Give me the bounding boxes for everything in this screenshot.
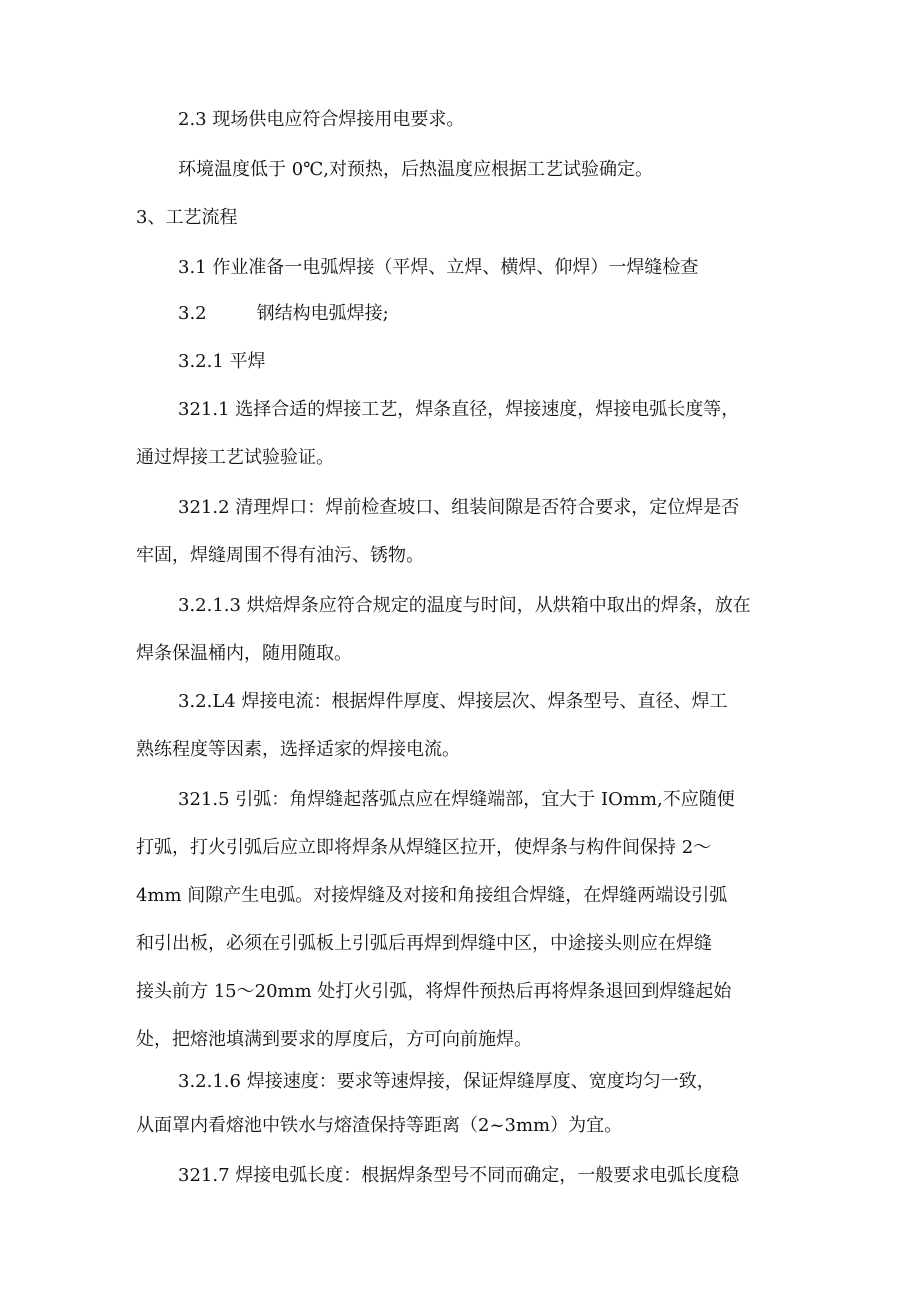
- section-3-2-1: 3.2.1 平焊: [178, 351, 266, 372]
- para-3-2-1-6-line1: 3.2.1.6 焊接速度：要求等速焊接，保证焊缝厚度、宽度均匀一致，: [178, 1071, 715, 1092]
- para-3-2-1-7-line1: 321.7 焊接电弧长度：根据焊条型号不同而确定，一般要求电弧长度稳: [178, 1165, 740, 1186]
- paragraph-temperature: 环境温度低于 0℃,对预热，后热温度应根据工艺试验确定。: [178, 159, 654, 180]
- section-2-3: 2.3 现场供电应符合焊接用电要求。: [178, 109, 465, 130]
- section-3-2-number: 3.2: [178, 303, 207, 324]
- para-3-2-1-5-line3: 4mm 间隙产生电弧。对接焊缝及对接和角接组合焊缝，在焊缝两端设引弧: [136, 885, 728, 906]
- para-3-2-1-3-line2: 焊条保温桶内，随用随取。: [136, 643, 352, 664]
- para-3-2-1-5-line4: 和引出板，必须在引弧板上引弧后再焊到焊缝中区，中途接头则应在焊缝: [136, 933, 712, 954]
- para-3-2-1-5-line1: 321.5 引弧：角焊缝起落弧点应在焊缝端部，宜大于 IOmm,不应随便: [178, 789, 735, 810]
- para-3-2-1-3-line1: 3.2.1.3 烘焙焊条应符合规定的温度与时间，从烘箱中取出的焊条，放在: [178, 595, 751, 616]
- section-3-1: 3.1 作业准备一电弧焊接（平焊、立焊、横焊、仰焊）一焊缝检查: [178, 257, 699, 278]
- para-3-2-1-1-line2: 通过焊接工艺试验验证。: [136, 447, 334, 468]
- para-3-2-1-1-line1: 321.1 选择合适的焊接工艺，焊条直径，焊接速度，焊接电弧长度等，: [178, 399, 740, 420]
- para-3-2-1-2-line2: 牢固，焊缝周围不得有油污、锈物。: [136, 545, 424, 566]
- heading-process-flow: 3、工艺流程: [136, 207, 238, 228]
- para-3-2-1-4-line1: 3.2.L4 焊接电流：根据焊件厚度、焊接层次、焊条型号、直径、焊工: [178, 691, 728, 712]
- para-3-2-1-6-line2: 从面罩内看熔池中铁水与熔渣保持等距离（2~3mm）为宜。: [136, 1115, 623, 1136]
- section-3-2: [178, 302, 389, 326]
- para-3-2-1-5-line2: 打弧，打火引弧后应立即将焊条从焊缝区拉开，使焊条与构件间保持 2～: [136, 837, 712, 858]
- para-3-2-1-5-line5: 接头前方 15～20mm 处打火引弧，将焊件预热后再将焊条退回到焊缝起始: [136, 981, 732, 1002]
- para-3-2-1-2-line1: 321.2 清理焊口：焊前检查坡口、组装间隙是否符合要求，定位焊是否: [178, 497, 740, 518]
- para-3-2-1-5-line6: 处，把熔池填满到要求的厚度后，方可向前施焊。: [136, 1029, 532, 1050]
- para-3-2-1-4-line2: 熟练程度等因素，选择适家的焊接电流。: [136, 739, 460, 760]
- section-3-2-title: 钢结构电弧焊接;: [256, 303, 389, 324]
